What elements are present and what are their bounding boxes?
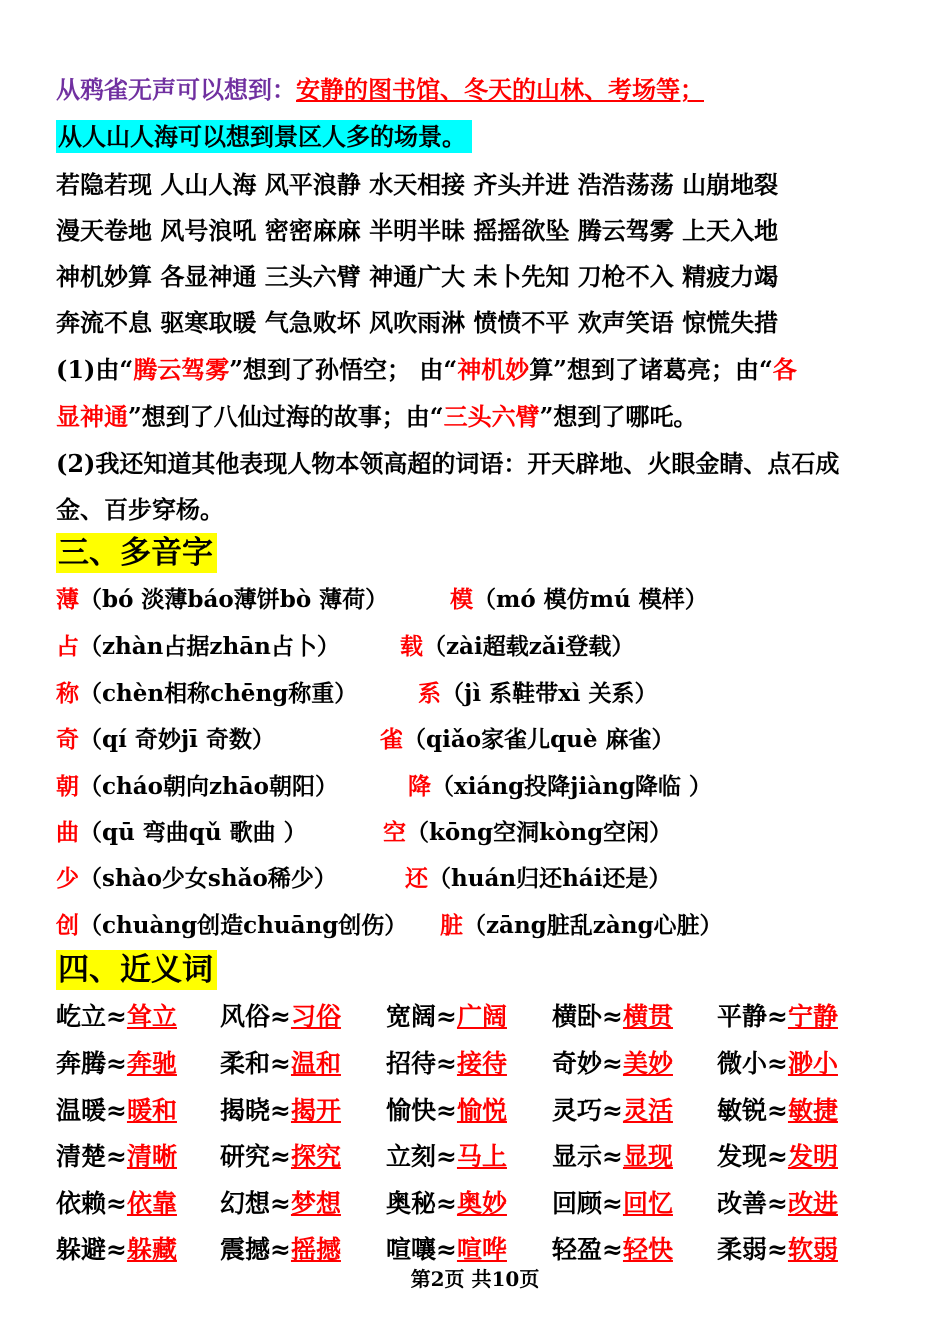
polyphone-char: 载 [400,633,423,660]
synonym-pair [386,1048,507,1080]
q1-text: ”想到了八仙过海的故事；由“ [128,402,444,431]
synonym-word: 风俗≈ [220,1002,291,1031]
q1-text: (1)由“ [56,355,134,384]
polyphone-entry [56,725,275,755]
synonym-answer: 回忆 [622,1189,673,1218]
synonym-answer: 愉悦 [456,1096,507,1125]
synonym-pair [717,1001,838,1033]
idiom-row: 漫天卷地 风号浪吼 密密麻麻 半明半昧 摇摇欲坠 腾云驾雾 上天入地 [56,216,779,245]
synonym-pair [220,1234,341,1266]
synonym-word: 横卧≈ [552,1002,623,1031]
synonym-answer: 广阔 [456,1002,507,1031]
synonym-pair [552,1141,673,1173]
synonym-word: 清楚≈ [56,1142,127,1171]
polyphone-char: 创 [56,912,79,939]
polyphone-char: 雀 [380,726,403,753]
synonym-pair [386,1001,507,1033]
question-1-line-2 [56,402,697,432]
polyphone-char: 空 [383,819,406,846]
synonym-pair [220,1141,341,1173]
synonym-word: 依赖≈ [56,1189,127,1218]
synonym-word: 研究≈ [220,1142,291,1171]
polyphone-char: 占 [56,633,79,660]
synonym-pair [220,1095,341,1127]
q1-text: 算”想到了诸葛亮；由“ [529,355,773,384]
synonym-word: 回顾≈ [552,1189,623,1218]
polyphone-detail: （jì 系鞋带xì 关系） [441,680,658,707]
polyphone-detail: （zāng脏乱zàng心脏） [463,912,723,939]
synonym-pair [386,1234,507,1266]
synonym-word: 立刻≈ [386,1142,457,1171]
polyphone-char: 系 [418,680,441,707]
q1-answer: 腾云驾雾 [133,355,230,384]
synonym-word: 躲避≈ [56,1235,127,1264]
q1-text: ”想到了哪吒。 [539,402,698,431]
synonym-pair [386,1095,507,1127]
synonym-pair [717,1188,838,1220]
synonym-word: 招待≈ [386,1049,457,1078]
synonym-word: 奔腾≈ [56,1049,127,1078]
polyphone-entry [56,911,407,941]
polyphone-entry [380,725,675,755]
synonym-answer: 探究 [290,1142,341,1171]
synonym-answer: 显现 [622,1142,673,1171]
polyphone-detail: （chèn相称chēng称重） [79,680,358,707]
synonym-word: 喧嚷≈ [386,1235,457,1264]
synonym-pair [56,1001,177,1033]
polyphone-char: 朝 [56,773,79,800]
synonym-word: 宽阔≈ [386,1002,457,1031]
q1-answer: 各 [772,355,797,384]
synonym-pair [552,1234,673,1266]
polyphone-char: 称 [56,680,79,707]
polyphone-entry [56,585,388,615]
synonym-pair [56,1141,177,1173]
polyphone-char: 奇 [56,726,79,753]
polyphone-detail: （huán归还hái还是） [428,865,672,892]
polyphone-char: 薄 [56,586,79,613]
synonym-answer: 喧哗 [456,1235,507,1264]
synonym-answer: 轻快 [622,1235,673,1264]
synonym-pair [552,1188,673,1220]
synonym-word: 震撼≈ [220,1235,291,1264]
synonym-word: 柔和≈ [220,1049,291,1078]
polyphone-entry [418,679,658,709]
synonym-pair [386,1141,507,1173]
synonym-answer: 耸立 [126,1002,177,1031]
polyphone-char: 模 [450,586,473,613]
synonym-word: 敏锐≈ [717,1096,788,1125]
section-4-heading: 四、近义词 [56,950,217,990]
polyphone-detail: （kōng空洞kòng空闲） [406,819,673,846]
synonym-answer: 奔驰 [126,1049,177,1078]
idiom-row: 奔流不息 驱寒取暖 气急败坏 风吹雨淋 愤愤不平 欢声笑语 惊慌失措 [56,308,779,337]
synonym-word: 柔弱≈ [717,1235,788,1264]
synonym-answer: 渺小 [787,1049,838,1078]
synonym-answer: 马上 [456,1142,507,1171]
synonym-pair [220,1048,341,1080]
synonym-word: 温暖≈ [56,1096,127,1125]
polyphone-char: 曲 [56,819,79,846]
synonym-word: 屹立≈ [56,1002,127,1031]
polyphone-entry [400,632,634,662]
polyphone-entry [440,911,723,941]
polyphone-entry [56,864,337,894]
synonym-answer: 依靠 [126,1189,177,1218]
idiom-row: 若隐若现 人山人海 风平浪静 水天相接 齐头并进 浩浩荡荡 山崩地裂 [56,170,779,199]
intro-highlight: 从人山人海可以想到景区人多的场景。 [56,120,472,153]
synonym-answer: 美妙 [622,1049,673,1078]
section-3-heading: 三、多音字 [56,533,217,573]
q1-answer: 显神通 [56,402,128,431]
synonym-answer: 躲藏 [126,1235,177,1264]
polyphone-entry [383,818,672,848]
synonym-word: 微小≈ [717,1049,788,1078]
synonym-pair [717,1234,838,1266]
synonym-pair [552,1095,673,1127]
synonym-pair [717,1048,838,1080]
synonym-word: 愉快≈ [386,1096,457,1125]
synonym-word: 奥秘≈ [386,1189,457,1218]
synonym-pair [220,1001,341,1033]
polyphone-detail: （shào少女shǎo稀少） [79,865,337,892]
polyphone-detail: （mó 模仿mú 模样） [473,586,708,613]
synonym-word: 发现≈ [717,1142,788,1171]
synonym-answer: 梦想 [290,1189,341,1218]
polyphone-detail: （cháo朝向zhāo朝阳） [79,773,338,800]
synonym-answer: 温和 [290,1049,341,1078]
synonym-answer: 清晰 [126,1142,177,1171]
polyphone-char: 少 [56,865,79,892]
synonym-pair [56,1095,177,1127]
synonym-pair [717,1141,838,1173]
synonym-word: 灵巧≈ [552,1096,623,1125]
synonym-pair [56,1048,177,1080]
synonym-word: 奇妙≈ [552,1049,623,1078]
polyphone-entry [56,772,338,802]
synonym-pair [220,1188,341,1220]
question-2-line-1: (2)我还知道其他表现人物本领高超的词语：开天辟地、火眼金睛、点石成 [56,449,840,478]
synonym-answer: 宁静 [787,1002,838,1031]
intro-prefix: 从鸦雀无声可以想到： [56,75,296,104]
synonym-word: 幻想≈ [220,1189,291,1218]
polyphone-detail: （qiǎo家雀儿què 麻雀） [403,726,675,753]
synonym-answer: 灵活 [622,1096,673,1125]
synonym-answer: 奥妙 [456,1189,507,1218]
polyphone-char: 脏 [440,912,463,939]
q1-answer: 神机妙 [457,355,530,384]
idiom-row: 神机妙算 各显神通 三头六臂 神通广大 未卜先知 刀枪不入 精疲力竭 [56,262,779,291]
polyphone-detail: （bó 淡薄báo薄饼bò 薄荷） [79,586,389,613]
polyphone-entry [56,679,357,709]
question-1-line-1 [56,355,797,385]
question-2-line-2: 金、百步穿杨。 [56,495,224,524]
synonym-pair [56,1188,177,1220]
synonym-answer: 发明 [787,1142,838,1171]
polyphone-detail: （qí 奇妙jī 奇数） [79,726,275,753]
polyphone-detail: （chuàng创造chuāng创伤） [79,912,408,939]
synonym-answer: 接待 [456,1049,507,1078]
synonym-pair [56,1234,177,1266]
polyphone-char: 还 [405,865,428,892]
polyphone-entry [56,818,307,848]
polyphone-entry [408,772,712,802]
synonym-pair [552,1048,673,1080]
synonym-word: 显示≈ [552,1142,623,1171]
intro-answer: 安静的图书馆、冬天的山林、考场等； [296,75,704,104]
polyphone-char: 降 [408,773,431,800]
polyphone-detail: （zài超载zǎi登载） [423,633,635,660]
synonym-answer: 揭开 [290,1096,341,1125]
synonym-pair [717,1095,838,1127]
synonym-answer: 软弱 [787,1235,838,1264]
synonym-word: 改善≈ [717,1189,788,1218]
q1-answer: 三头六臂 [443,402,540,431]
polyphone-entry [56,632,340,662]
synonym-word: 揭晓≈ [220,1096,291,1125]
q1-text: ”想到了孙悟空； 由“ [229,355,458,384]
synonym-answer: 敏捷 [787,1096,838,1125]
synonym-answer: 摇撼 [290,1235,341,1264]
polyphone-entry [405,864,671,894]
synonym-pair [552,1001,673,1033]
synonym-word: 轻盈≈ [552,1235,623,1264]
intro-line-1 [56,75,704,105]
synonym-pair [386,1188,507,1220]
synonym-answer: 横贯 [622,1002,673,1031]
polyphone-detail: （xiáng投降jiàng降临 ） [431,773,712,800]
page-footer: 第2页 共10页 [410,1267,540,1291]
intro-line-2 [56,122,472,152]
synonym-answer: 暖和 [126,1096,177,1125]
synonym-answer: 习俗 [290,1002,341,1031]
polyphone-detail: （zhàn占据zhān占卜） [79,633,340,660]
synonym-answer: 改进 [787,1189,838,1218]
polyphone-detail: （qū 弯曲qǔ 歌曲 ） [79,819,307,846]
polyphone-entry [450,585,708,615]
synonym-word: 平静≈ [717,1002,788,1031]
